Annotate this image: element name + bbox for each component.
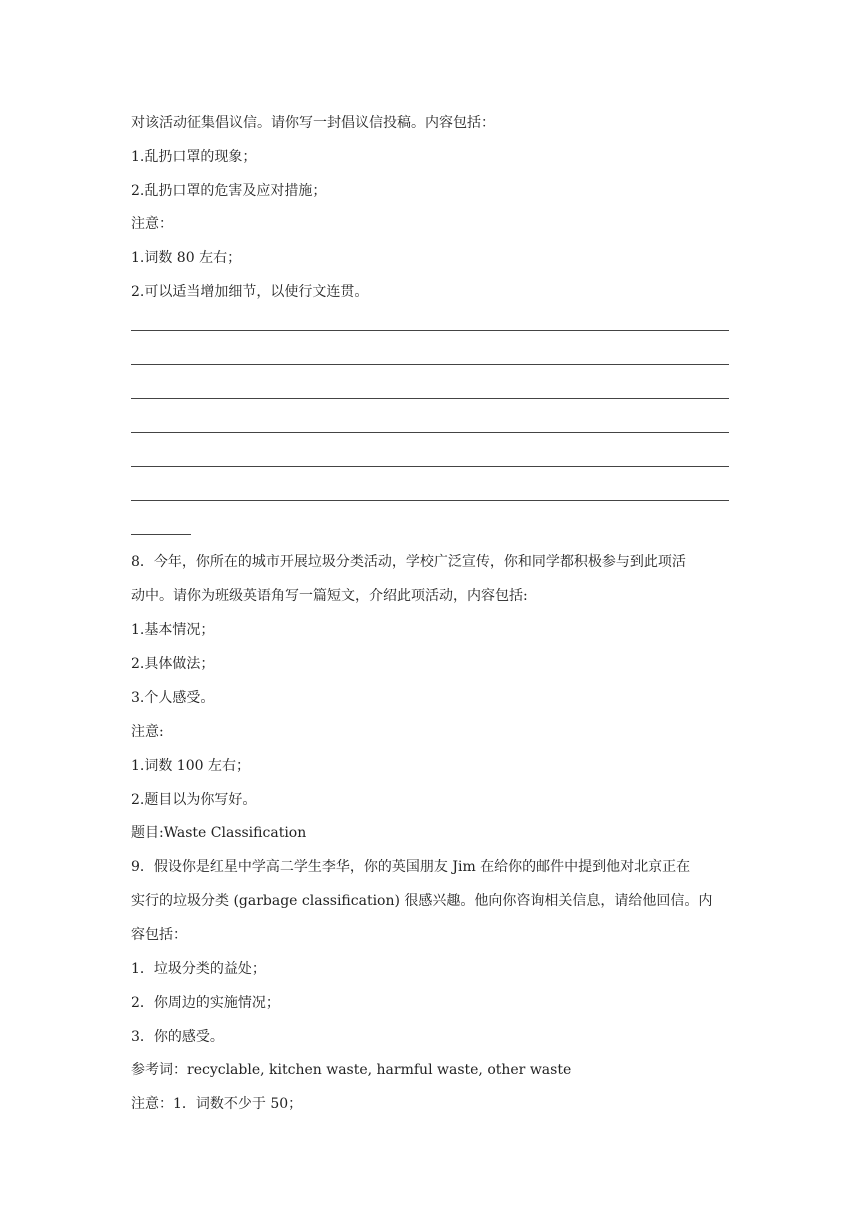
answer-line: [131, 432, 729, 433]
q9-item-3: 3．你的感受。: [131, 1029, 224, 1045]
q7-note-1: 1.词数 80 左右；: [131, 250, 242, 266]
answer-line-short: [131, 534, 191, 535]
q7-note-label: 注意：: [131, 216, 173, 232]
q8-note-1: 1.词数 100 左右；: [131, 758, 250, 774]
q9-item-1: 1．垃圾分类的益处；: [131, 961, 266, 977]
q9-item-2: 2．你周边的实施情况；: [131, 995, 280, 1011]
q8-line-1: 8．今年，你所在的城市开展垃圾分类活动，学校广泛宣传，你和同学都积极参与到此项活: [131, 554, 686, 570]
q8-title-line: 题目:Waste Classification: [131, 825, 307, 841]
answer-line: [131, 500, 729, 501]
q8-note-2: 2.题目以为你写好。: [131, 792, 257, 808]
answer-line: [131, 466, 729, 467]
q9-reference-words: 参考词：recyclable, kitchen waste, harmful waste, other waste: [131, 1062, 572, 1078]
q8-note-label: 注意:: [131, 724, 164, 740]
q7-item-1: 1.乱扔口罩的现象；: [131, 149, 257, 165]
q8-item-1: 1.基本情况；: [131, 622, 215, 638]
document-page: [131, 0, 731, 1216]
q9-line-1: 9．假设你是红星中学高二学生李华，你的英国朋友 Jim 在给你的邮件中提到他对北京正在: [131, 859, 691, 875]
q7-note-2: 2.可以适当增加细节，以使行文连贯。: [131, 284, 369, 300]
q8-item-3: 3.个人感受。: [131, 690, 215, 706]
q9-line-3: 容包括：: [131, 927, 187, 943]
q9-note-1: 注意：1．词数不少于 50；: [131, 1096, 303, 1112]
q8-line-2: 动中。请你为班级英语角写一篇短文，介绍此项活动，内容包括:: [131, 588, 528, 604]
q9-line-2: 实行的垃圾分类 (garbage classification) 很感兴趣。他向你咨询相关信息，请给他回信。内: [131, 893, 713, 909]
q7-item-2: 2.乱扔口罩的危害及应对措施；: [131, 183, 327, 199]
q7-intro: 对该活动征集倡议信。请你写一封倡议信投稿。内容包括：: [131, 115, 495, 131]
answer-line: [131, 330, 729, 331]
answer-line: [131, 364, 729, 365]
answer-line: [131, 398, 729, 399]
q8-item-2: 2.具体做法；: [131, 656, 215, 672]
